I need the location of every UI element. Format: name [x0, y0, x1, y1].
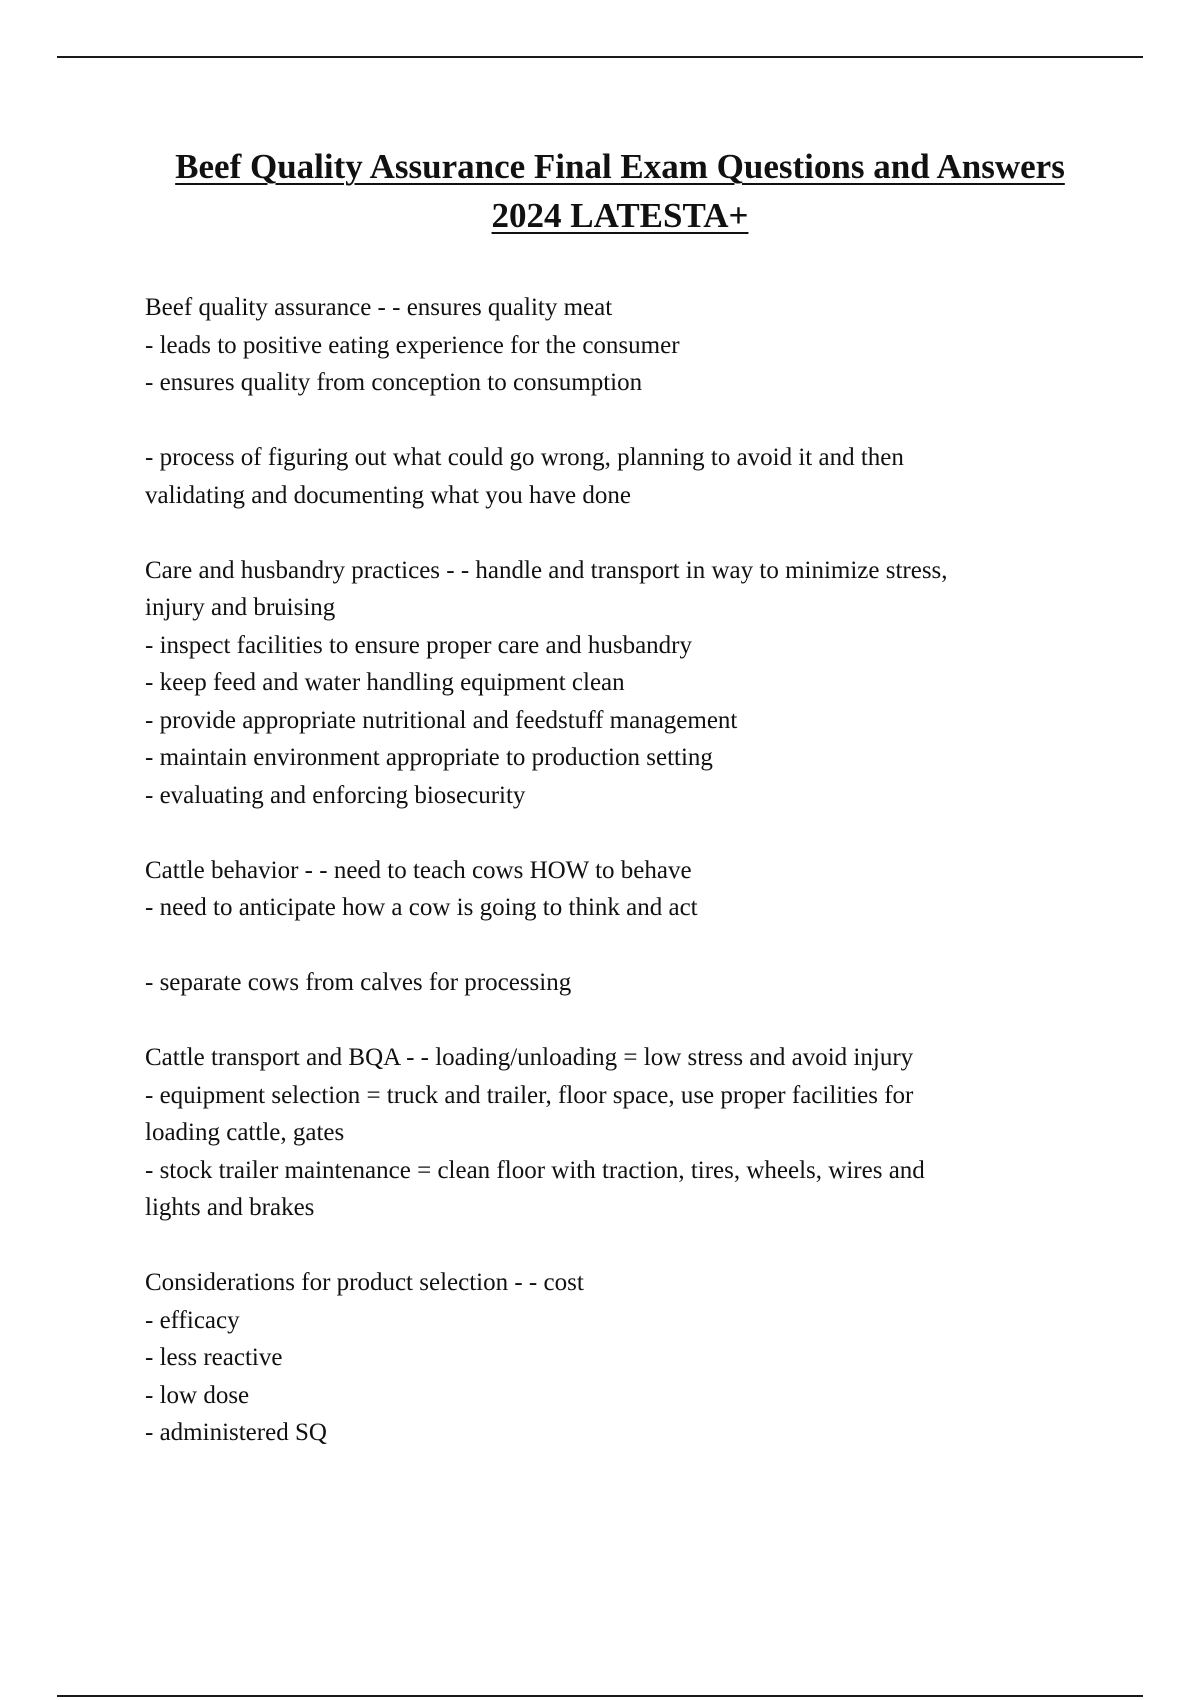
text-line: - efficacy [145, 1306, 240, 1334]
text-line: - administered SQ [145, 1419, 327, 1446]
section-separate-cows [145, 964, 1075, 1002]
section-cattle-transport [145, 1039, 1075, 1227]
top-rule [57, 56, 1143, 58]
section-gap [145, 927, 1075, 965]
text-line: - keep feed and water handling equipment clean [145, 669, 625, 696]
text-line: - maintain environment appropriate to production setting [145, 744, 713, 771]
bottom-rule [57, 1695, 1143, 1697]
text-line: - less reactive [145, 1344, 283, 1371]
section-gap [145, 514, 1075, 552]
section-gap [145, 1002, 1075, 1040]
text-line: - ensures quality from conception to consumption [145, 369, 643, 396]
text-line: Considerations for product selection - - cost [145, 1269, 584, 1296]
section-care-and-husbandry [145, 552, 1075, 815]
text-line: Beef quality assurance - - ensures quality meat [145, 294, 613, 321]
text-line: - evaluating and enforcing biosecurity [145, 781, 526, 809]
document-title-line-2: 2024 LATESTA+ [491, 196, 749, 235]
text-line: - process of figuring out what could go wrong, planning to avoid it and then [145, 444, 904, 471]
text-line: lights and brakes [145, 1194, 315, 1221]
text-line: Cattle transport and BQA - - loading/unloading = low stress and avoid injury [145, 1044, 914, 1071]
section-gap [145, 814, 1075, 852]
text-line: injury and bruising [145, 594, 336, 621]
text-line: - provide appropriate nutritional and feedstuff management [145, 706, 738, 734]
text-line: - equipment selection = truck and trailer, floor space, use proper facilities for [145, 1081, 914, 1109]
text-line: - need to anticipate how a cow is going to think and act [145, 894, 698, 921]
text-line: - separate cows from calves for processing [145, 969, 572, 996]
section-gap [145, 402, 1075, 440]
text-line: - stock trailer maintenance = clean floor with traction, tires, wheels, wires and [145, 1156, 925, 1184]
document-title [100, 142, 1140, 240]
document-body [145, 289, 1075, 1452]
text-line: - inspect facilities to ensure proper care and husbandry [145, 631, 693, 659]
text-line: - leads to positive eating experience for the consumer [145, 331, 680, 359]
document-title-line-1: Beef Quality Assurance Final Exam Questions and Answers [175, 147, 1065, 186]
text-line: loading cattle, gates [145, 1119, 345, 1146]
section-beef-quality-assurance [145, 289, 1075, 402]
section-product-selection [145, 1264, 1075, 1452]
text-line: validating and documenting what you have done [145, 481, 631, 509]
section-gap [145, 1227, 1075, 1265]
text-line: Cattle behavior - - need to teach cows HOW to behave [145, 856, 692, 884]
section-cattle-behavior [145, 852, 1075, 927]
section-process [145, 439, 1075, 514]
text-line: - low dose [145, 1381, 250, 1409]
text-line: Care and husbandry practices - - handle and transport in way to minimize stress, [145, 556, 948, 584]
